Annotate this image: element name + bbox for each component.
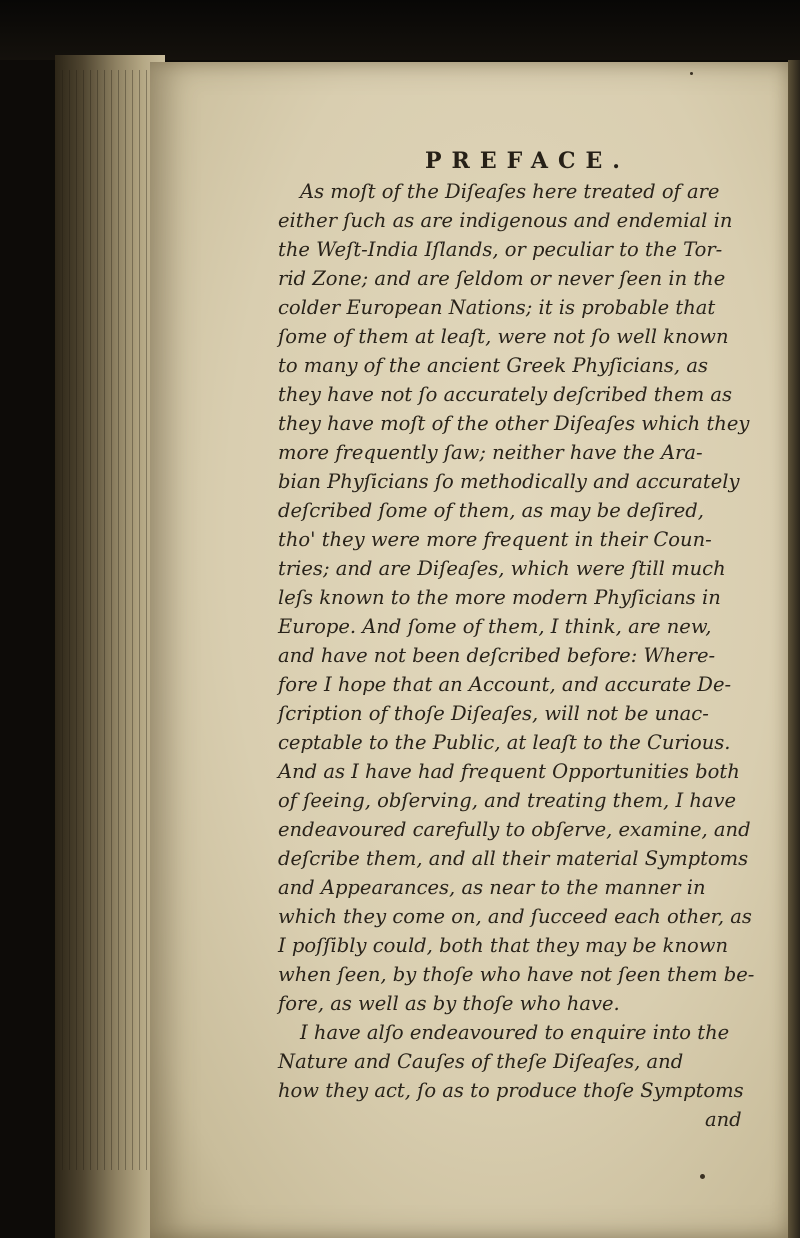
- text-line: either ſuch as are indigenous and endemial in: [278, 209, 733, 232]
- text-line: Nature and Cauſes of theſe Diſeaſes, and: [278, 1050, 684, 1073]
- text-line: and Appearances, as near to the manner in: [278, 876, 706, 899]
- text-line: when ſeen, by thoſe who have not ſeen them be-: [278, 963, 755, 986]
- text-line: ſcription of thoſe Diſeaſes, will not be unac-: [278, 702, 709, 725]
- text-line: to many of the ancient Greek Phyſicians, as: [278, 354, 708, 377]
- text-line: tries; and are Diſeaſes, which were ſtill much: [278, 557, 726, 580]
- text-line: deſcribed ſome of them, as may be deſired,: [278, 499, 704, 522]
- text-line: the Weſt-India Iſlands, or peculiar to the Tor-: [278, 238, 723, 261]
- text-line: I have alſo endeavoured to enquire into the: [300, 1021, 730, 1044]
- text-line: of ſeeing, obſerving, and treating them, I have: [278, 789, 737, 812]
- text-line: deſcribe them, and all their material Symptoms: [278, 847, 749, 870]
- text-line: more frequently ſaw; neither have the Ara-: [278, 441, 703, 464]
- ink-speck: [690, 72, 693, 75]
- text-line: ſome of them at leaſt, were not ſo well known: [278, 325, 729, 348]
- text-line: which they come on, and ſucceed each other, as: [278, 905, 752, 928]
- text-line: ceptable to the Public, at leaſt to the Curious.: [278, 731, 731, 754]
- text-line: tho' they were more frequent in their Coun-: [278, 528, 712, 551]
- running-head: PREFACE.: [425, 148, 630, 174]
- text-line: fore I hope that an Account, and accurate De-: [278, 673, 732, 696]
- text-line: As moſt of the Diſeaſes here treated of are: [300, 180, 720, 203]
- text-line: how they act, ſo as to produce thoſe Symptoms: [278, 1079, 744, 1102]
- text-line: leſs known to the more modern Phyſicians in: [278, 586, 721, 609]
- text-line: they have not ſo accurately deſcribed them as: [278, 383, 733, 406]
- text-line: Europe. And ſome of them, I think, are new,: [278, 615, 712, 638]
- text-line: fore, as well as by thoſe who have.: [278, 992, 620, 1015]
- text-line: they have moſt of the other Diſeaſes which they: [278, 412, 750, 435]
- right-edge-shadow: [788, 60, 800, 1238]
- text-line: endeavoured carefully to obſerve, examine, and: [278, 818, 751, 841]
- ink-speck: [700, 1174, 705, 1179]
- text-line: and have not been deſcribed before: Where-: [278, 644, 716, 667]
- gutter-page-edges: [62, 70, 157, 1170]
- top-shadow: [0, 0, 800, 60]
- text-line: rid Zone; and are ſeldom or never ſeen in the: [278, 267, 726, 290]
- text-line: And as I have had frequent Opportunities both: [278, 760, 740, 783]
- catchword: and: [705, 1108, 742, 1131]
- text-line: I poſſibly could, both that they may be known: [278, 934, 729, 957]
- text-line: colder European Nations; it is probable that: [278, 296, 716, 319]
- text-line: bian Phyſicians ſo methodically and accurately: [278, 470, 740, 493]
